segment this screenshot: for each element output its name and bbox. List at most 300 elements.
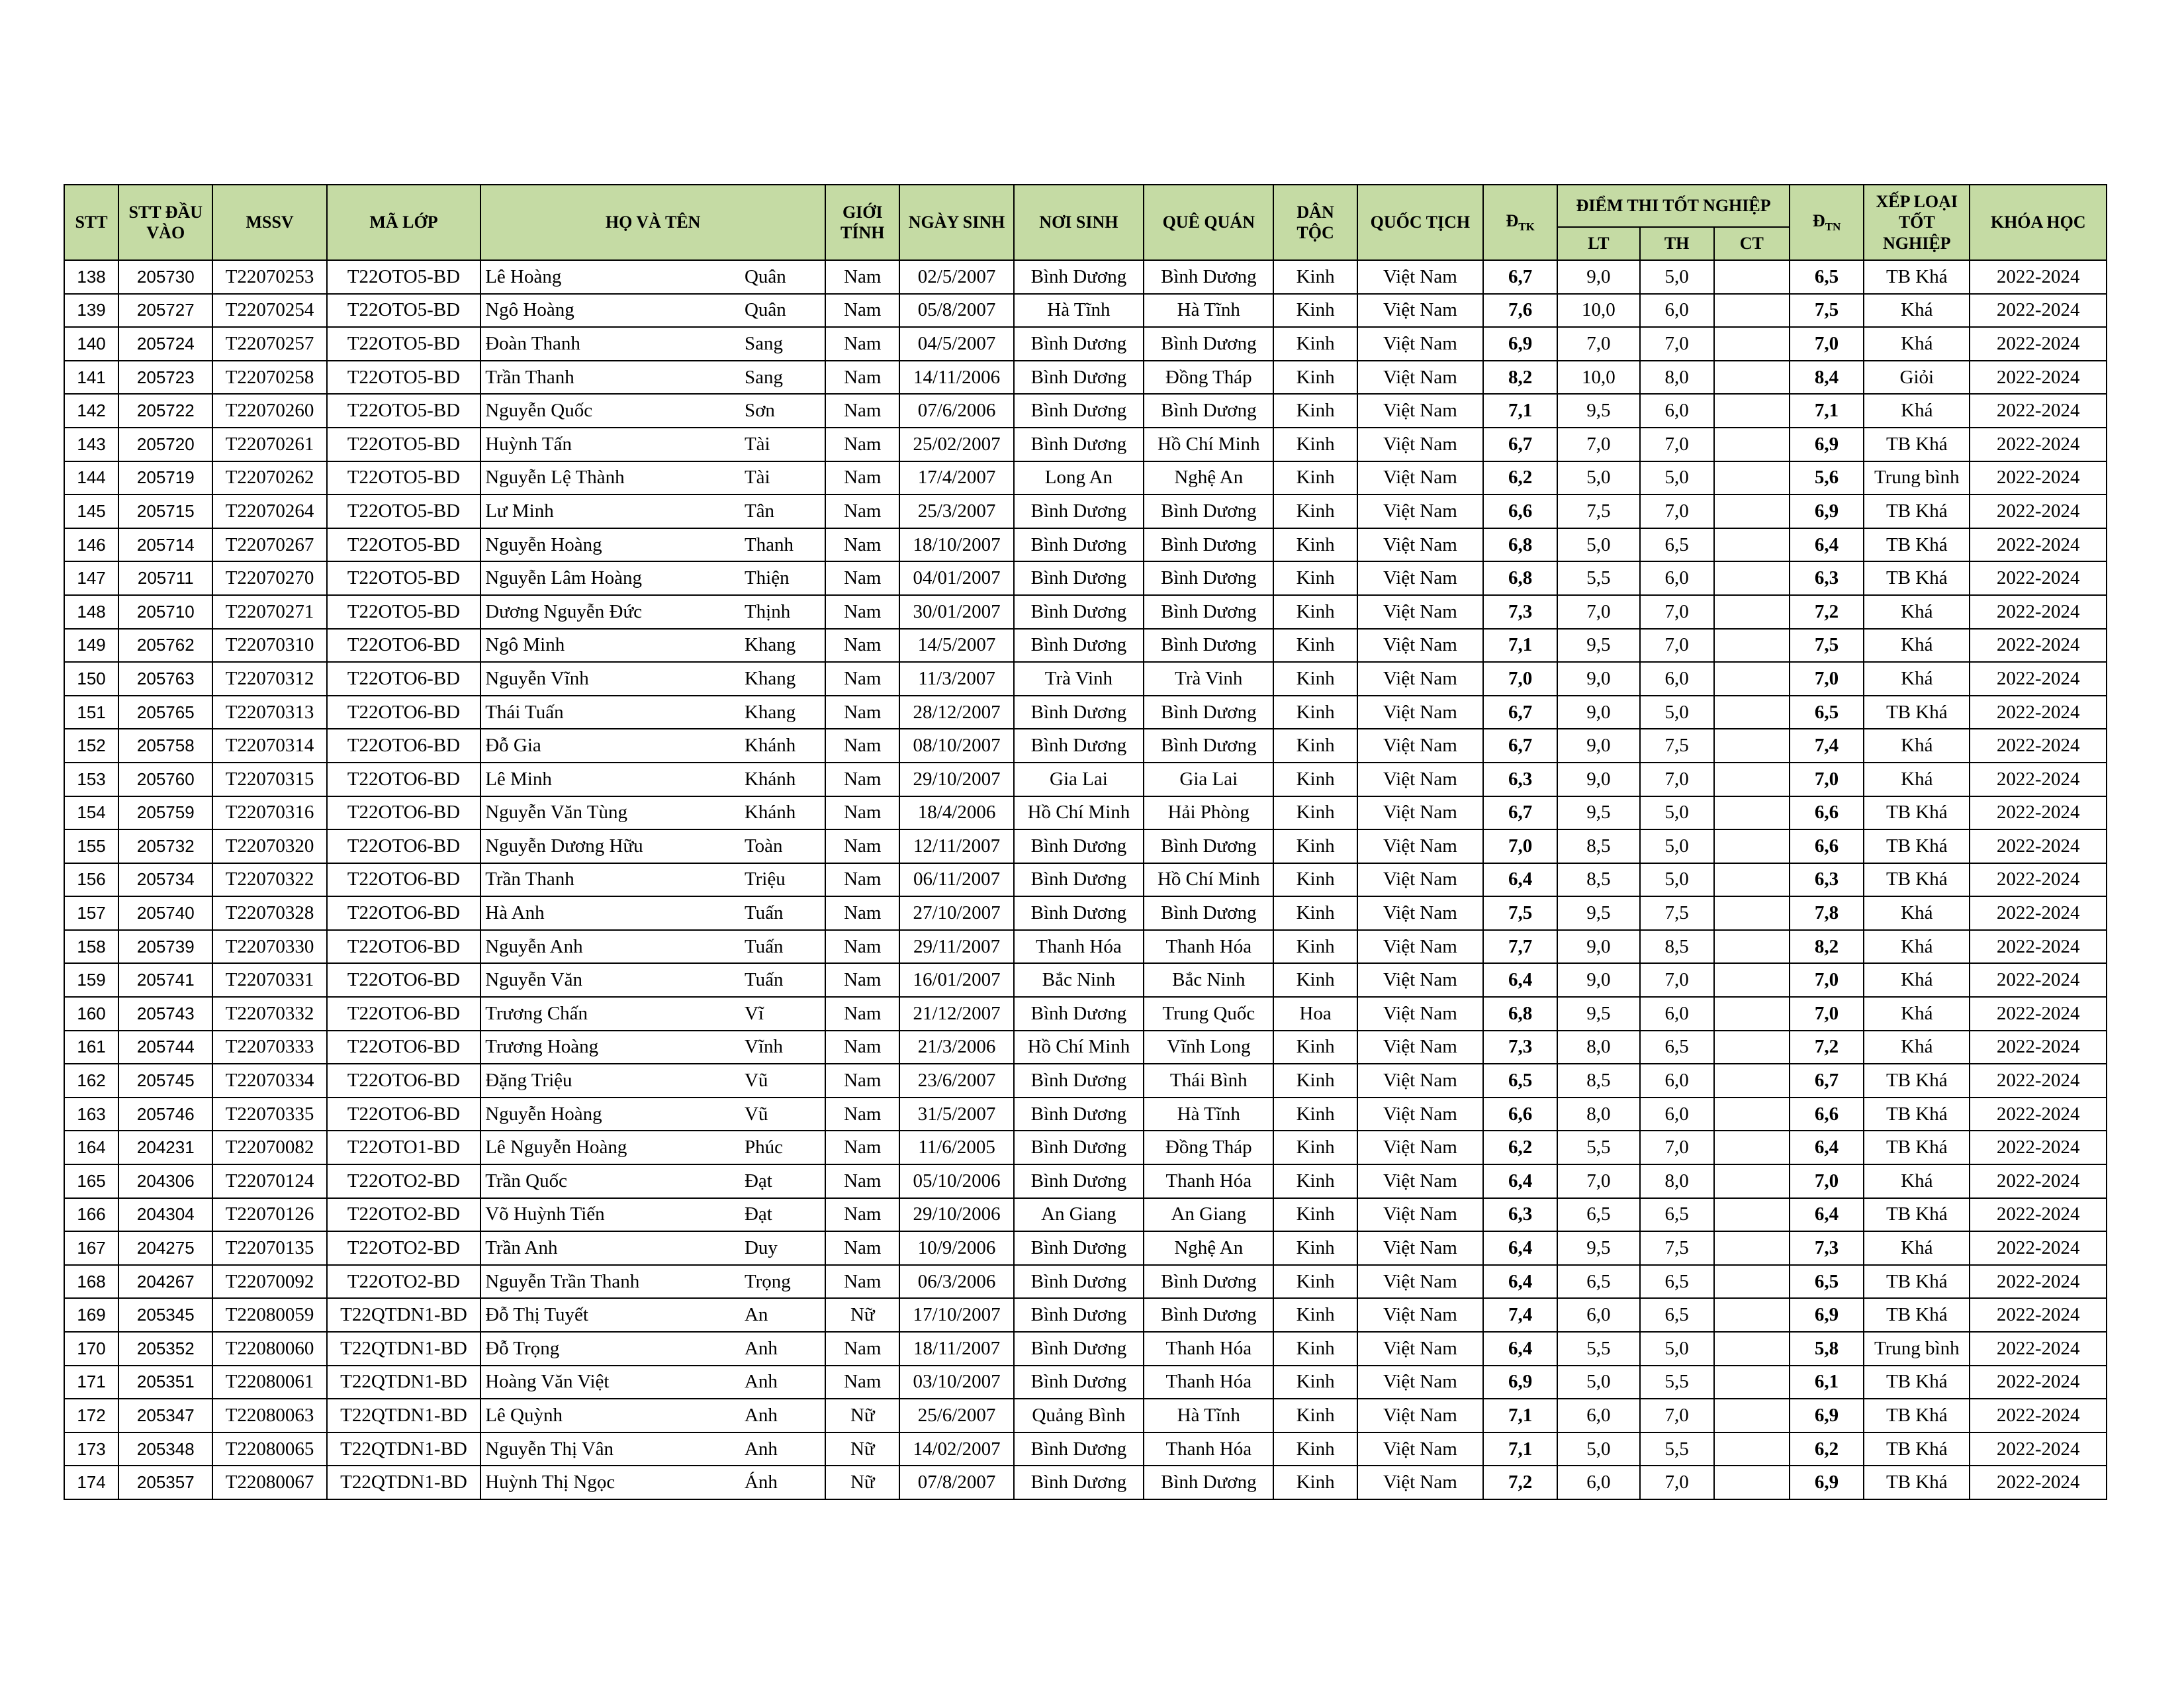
cell-stt: 153 xyxy=(64,763,118,796)
cell-ho-dem: Nguyễn Lệ Thành xyxy=(480,461,739,495)
cell-ma-lop: T22OTO5-BD xyxy=(327,260,480,294)
table-row xyxy=(64,896,2107,930)
cell-lt: 5,0 xyxy=(1557,528,1639,562)
cell-que-quan: Bình Dương xyxy=(1144,260,1273,294)
cell-quoc-tich: Việt Nam xyxy=(1357,1064,1483,1098)
cell-xep-loai: TB Khá xyxy=(1864,1432,1970,1466)
cell-th: 6,5 xyxy=(1640,1298,1714,1332)
cell-ct xyxy=(1714,327,1790,361)
cell-dan-toc: Kinh xyxy=(1273,629,1357,663)
cell-stt: 149 xyxy=(64,629,118,663)
cell-ho-dem: Trần Thanh xyxy=(480,361,739,395)
cell-mssv: T22080060 xyxy=(212,1332,326,1366)
table-row xyxy=(64,1399,2107,1432)
cell-dtk: 7,2 xyxy=(1483,1466,1557,1499)
cell-dtn: 6,6 xyxy=(1790,829,1864,863)
cell-noi-sinh: Gia Lai xyxy=(1014,763,1144,796)
cell-stt: 162 xyxy=(64,1064,118,1098)
cell-dtn: 7,5 xyxy=(1790,629,1864,663)
cell-ten: Sơn xyxy=(739,394,825,428)
cell-ten: Anh xyxy=(739,1366,825,1399)
cell-ma-lop: T22OTO6-BD xyxy=(327,829,480,863)
table-header xyxy=(64,185,2107,260)
cell-ho-dem: Đoàn Thanh xyxy=(480,327,739,361)
cell-quoc-tich: Việt Nam xyxy=(1357,327,1483,361)
cell-xep-loai: Khá xyxy=(1864,394,1970,428)
cell-stt: 169 xyxy=(64,1298,118,1332)
cell-xep-loai: TB Khá xyxy=(1864,1366,1970,1399)
cell-khoa-hoc: 2022-2024 xyxy=(1970,260,2107,294)
cell-xep-loai: Khá xyxy=(1864,896,1970,930)
cell-dtk: 6,4 xyxy=(1483,963,1557,997)
cell-mssv: T22070333 xyxy=(212,1031,326,1064)
cell-gioi-tinh: Nam xyxy=(825,729,899,763)
cell-th: 5,0 xyxy=(1640,796,1714,830)
cell-xep-loai: TB Khá xyxy=(1864,1399,1970,1432)
header-stt: STT xyxy=(64,185,118,260)
cell-dan-toc: Kinh xyxy=(1273,260,1357,294)
cell-stt: 168 xyxy=(64,1265,118,1299)
cell-dtn: 7,0 xyxy=(1790,763,1864,796)
cell-lt: 6,0 xyxy=(1557,1399,1639,1432)
cell-ngay-sinh: 16/01/2007 xyxy=(899,963,1013,997)
cell-ho-dem: Thái Tuấn xyxy=(480,696,739,729)
header-que-quan: QUÊ QUÁN xyxy=(1144,185,1273,260)
cell-quoc-tich: Việt Nam xyxy=(1357,1098,1483,1131)
cell-lt: 9,5 xyxy=(1557,997,1639,1031)
cell-noi-sinh: Bình Dương xyxy=(1014,394,1144,428)
cell-stt-dau-vao: 205732 xyxy=(118,829,212,863)
table-row xyxy=(64,829,2107,863)
cell-lt: 8,0 xyxy=(1557,1031,1639,1064)
cell-lt: 9,5 xyxy=(1557,394,1639,428)
cell-khoa-hoc: 2022-2024 xyxy=(1970,863,2107,897)
cell-lt: 5,5 xyxy=(1557,1131,1639,1164)
cell-ho-dem: Đỗ Trọng xyxy=(480,1332,739,1366)
cell-ma-lop: T22QTDN1-BD xyxy=(327,1432,480,1466)
cell-gioi-tinh: Nam xyxy=(825,561,899,595)
cell-th: 7,0 xyxy=(1640,763,1714,796)
cell-que-quan: Bình Dương xyxy=(1144,595,1273,629)
table-row xyxy=(64,1131,2107,1164)
cell-th: 7,5 xyxy=(1640,729,1714,763)
cell-gioi-tinh: Nam xyxy=(825,494,899,528)
cell-ngay-sinh: 21/3/2006 xyxy=(899,1031,1013,1064)
cell-ho-dem: Đặng Triệu xyxy=(480,1064,739,1098)
cell-ho-dem: Trần Thanh xyxy=(480,863,739,897)
cell-ho-dem: Ngô Hoàng xyxy=(480,294,739,328)
cell-quoc-tich: Việt Nam xyxy=(1357,763,1483,796)
cell-th: 6,0 xyxy=(1640,997,1714,1031)
cell-dtk: 6,7 xyxy=(1483,729,1557,763)
cell-noi-sinh: Bình Dương xyxy=(1014,595,1144,629)
cell-que-quan: Hà Tĩnh xyxy=(1144,294,1273,328)
cell-lt: 6,0 xyxy=(1557,1298,1639,1332)
header-mssv: MSSV xyxy=(212,185,326,260)
cell-noi-sinh: Bình Dương xyxy=(1014,1131,1144,1164)
cell-xep-loai: TB Khá xyxy=(1864,1198,1970,1232)
cell-dtk: 8,2 xyxy=(1483,361,1557,395)
cell-ho-dem: Huỳnh Thị Ngọc xyxy=(480,1466,739,1499)
cell-th: 5,0 xyxy=(1640,696,1714,729)
cell-stt: 163 xyxy=(64,1098,118,1131)
cell-stt: 165 xyxy=(64,1164,118,1198)
cell-ma-lop: T22OTO6-BD xyxy=(327,896,480,930)
cell-stt: 166 xyxy=(64,1198,118,1232)
cell-th: 6,0 xyxy=(1640,294,1714,328)
cell-ct xyxy=(1714,729,1790,763)
cell-quoc-tich: Việt Nam xyxy=(1357,963,1483,997)
cell-ho-dem: Ngô Minh xyxy=(480,629,739,663)
cell-dan-toc: Kinh xyxy=(1273,1231,1357,1265)
cell-stt: 141 xyxy=(64,361,118,395)
cell-que-quan: Hà Tĩnh xyxy=(1144,1399,1273,1432)
cell-ten: Triệu xyxy=(739,863,825,897)
cell-que-quan: Trung Quốc xyxy=(1144,997,1273,1031)
cell-dan-toc: Kinh xyxy=(1273,963,1357,997)
cell-mssv: T22070331 xyxy=(212,963,326,997)
cell-que-quan: Thanh Hóa xyxy=(1144,1332,1273,1366)
cell-dan-toc: Kinh xyxy=(1273,461,1357,495)
cell-gioi-tinh: Nam xyxy=(825,1332,899,1366)
cell-mssv: T22070315 xyxy=(212,763,326,796)
cell-lt: 5,5 xyxy=(1557,561,1639,595)
cell-dtk: 7,1 xyxy=(1483,1432,1557,1466)
cell-stt: 172 xyxy=(64,1399,118,1432)
cell-noi-sinh: Bình Dương xyxy=(1014,1332,1144,1366)
header-dan-toc: DÂN TỘC xyxy=(1273,185,1357,260)
cell-mssv: T22070253 xyxy=(212,260,326,294)
cell-noi-sinh: Bình Dương xyxy=(1014,1098,1144,1131)
cell-ngay-sinh: 05/8/2007 xyxy=(899,294,1013,328)
cell-stt-dau-vao: 205727 xyxy=(118,294,212,328)
cell-gioi-tinh: Nam xyxy=(825,930,899,964)
cell-th: 8,0 xyxy=(1640,361,1714,395)
cell-dan-toc: Kinh xyxy=(1273,327,1357,361)
cell-noi-sinh: Bình Dương xyxy=(1014,729,1144,763)
cell-lt: 5,0 xyxy=(1557,1366,1639,1399)
cell-ma-lop: T22OTO5-BD xyxy=(327,461,480,495)
cell-ma-lop: T22QTDN1-BD xyxy=(327,1332,480,1366)
cell-noi-sinh: Bình Dương xyxy=(1014,1231,1144,1265)
table-row xyxy=(64,1466,2107,1499)
cell-ho-dem: Đỗ Gia xyxy=(480,729,739,763)
cell-th: 6,0 xyxy=(1640,1064,1714,1098)
cell-dtk: 6,5 xyxy=(1483,1064,1557,1098)
cell-mssv: T22070260 xyxy=(212,394,326,428)
cell-dtk: 6,4 xyxy=(1483,1231,1557,1265)
cell-stt: 150 xyxy=(64,662,118,696)
table-row xyxy=(64,1198,2107,1232)
cell-dtn: 6,3 xyxy=(1790,561,1864,595)
cell-xep-loai: Trung bình xyxy=(1864,461,1970,495)
cell-dan-toc: Kinh xyxy=(1273,662,1357,696)
cell-dtk: 6,4 xyxy=(1483,1164,1557,1198)
cell-xep-loai: Khá xyxy=(1864,930,1970,964)
header-xep-loai: XẾP LOẠI TỐT NGHIỆP xyxy=(1864,185,1970,260)
cell-dtn: 8,4 xyxy=(1790,361,1864,395)
cell-xep-loai: Khá xyxy=(1864,1231,1970,1265)
cell-stt: 144 xyxy=(64,461,118,495)
cell-mssv: T22070314 xyxy=(212,729,326,763)
cell-ten: Anh xyxy=(739,1332,825,1366)
cell-xep-loai: TB Khá xyxy=(1864,428,1970,461)
cell-th: 7,0 xyxy=(1640,327,1714,361)
cell-dan-toc: Kinh xyxy=(1273,561,1357,595)
cell-ten: Khang xyxy=(739,662,825,696)
cell-xep-loai: TB Khá xyxy=(1864,260,1970,294)
table-row xyxy=(64,930,2107,964)
cell-stt-dau-vao: 205714 xyxy=(118,528,212,562)
cell-ma-lop: T22OTO6-BD xyxy=(327,1098,480,1131)
cell-ten: Vũ xyxy=(739,1064,825,1098)
cell-ho-dem: Nguyễn Hoàng xyxy=(480,528,739,562)
cell-ct xyxy=(1714,896,1790,930)
table-row xyxy=(64,1231,2107,1265)
cell-dan-toc: Kinh xyxy=(1273,1265,1357,1299)
cell-gioi-tinh: Nam xyxy=(825,863,899,897)
table-row xyxy=(64,327,2107,361)
cell-stt: 170 xyxy=(64,1332,118,1366)
cell-lt: 7,0 xyxy=(1557,595,1639,629)
cell-ten: Tuấn xyxy=(739,896,825,930)
header-dtn-sub: TN xyxy=(1825,220,1841,234)
cell-th: 7,0 xyxy=(1640,494,1714,528)
cell-dtk: 6,8 xyxy=(1483,561,1557,595)
cell-ngay-sinh: 29/11/2007 xyxy=(899,930,1013,964)
cell-dtk: 6,7 xyxy=(1483,428,1557,461)
table-row xyxy=(64,1064,2107,1098)
cell-xep-loai: Khá xyxy=(1864,595,1970,629)
cell-dan-toc: Kinh xyxy=(1273,394,1357,428)
cell-que-quan: Nghệ An xyxy=(1144,1231,1273,1265)
cell-ten: Vũ xyxy=(739,1098,825,1131)
cell-ngay-sinh: 12/11/2007 xyxy=(899,829,1013,863)
cell-ngay-sinh: 25/6/2007 xyxy=(899,1399,1013,1432)
cell-stt: 151 xyxy=(64,696,118,729)
cell-gioi-tinh: Nữ xyxy=(825,1432,899,1466)
cell-ct xyxy=(1714,1098,1790,1131)
cell-dtk: 7,3 xyxy=(1483,1031,1557,1064)
cell-ct xyxy=(1714,829,1790,863)
cell-th: 5,5 xyxy=(1640,1432,1714,1466)
cell-th: 6,0 xyxy=(1640,1098,1714,1131)
cell-dan-toc: Kinh xyxy=(1273,796,1357,830)
cell-dan-toc: Kinh xyxy=(1273,829,1357,863)
cell-dtn: 6,9 xyxy=(1790,1466,1864,1499)
cell-quoc-tich: Việt Nam xyxy=(1357,1131,1483,1164)
cell-khoa-hoc: 2022-2024 xyxy=(1970,528,2107,562)
cell-lt: 5,0 xyxy=(1557,1432,1639,1466)
cell-dan-toc: Kinh xyxy=(1273,294,1357,328)
cell-que-quan: Thái Bình xyxy=(1144,1064,1273,1098)
cell-th: 6,5 xyxy=(1640,1265,1714,1299)
cell-ho-dem: Nguyễn Văn Tùng xyxy=(480,796,739,830)
cell-quoc-tich: Việt Nam xyxy=(1357,1332,1483,1366)
cell-noi-sinh: Quảng Bình xyxy=(1014,1399,1144,1432)
cell-ho-dem: Nguyễn Trần Thanh xyxy=(480,1265,739,1299)
cell-gioi-tinh: Nam xyxy=(825,1366,899,1399)
cell-dtk: 7,1 xyxy=(1483,394,1557,428)
table-row xyxy=(64,1298,2107,1332)
cell-khoa-hoc: 2022-2024 xyxy=(1970,1198,2107,1232)
cell-ct xyxy=(1714,796,1790,830)
header-dtk xyxy=(1483,185,1557,260)
cell-th: 7,0 xyxy=(1640,595,1714,629)
cell-th: 6,5 xyxy=(1640,528,1714,562)
cell-th: 5,5 xyxy=(1640,1366,1714,1399)
cell-mssv: T22080063 xyxy=(212,1399,326,1432)
cell-th: 7,0 xyxy=(1640,428,1714,461)
cell-lt: 9,5 xyxy=(1557,796,1639,830)
cell-stt-dau-vao: 205711 xyxy=(118,561,212,595)
table-row xyxy=(64,1164,2107,1198)
cell-mssv: T22070320 xyxy=(212,829,326,863)
cell-khoa-hoc: 2022-2024 xyxy=(1970,997,2107,1031)
cell-th: 6,0 xyxy=(1640,662,1714,696)
cell-khoa-hoc: 2022-2024 xyxy=(1970,361,2107,395)
cell-dtk: 6,8 xyxy=(1483,528,1557,562)
cell-gioi-tinh: Nam xyxy=(825,461,899,495)
cell-quoc-tich: Việt Nam xyxy=(1357,260,1483,294)
cell-noi-sinh: Bình Dương xyxy=(1014,1366,1144,1399)
cell-th: 8,0 xyxy=(1640,1164,1714,1198)
cell-stt-dau-vao: 205765 xyxy=(118,696,212,729)
cell-stt: 156 xyxy=(64,863,118,897)
cell-quoc-tich: Việt Nam xyxy=(1357,461,1483,495)
cell-th: 5,0 xyxy=(1640,260,1714,294)
cell-th: 7,0 xyxy=(1640,1399,1714,1432)
cell-mssv: T22070092 xyxy=(212,1265,326,1299)
cell-khoa-hoc: 2022-2024 xyxy=(1970,394,2107,428)
cell-dtk: 6,2 xyxy=(1483,1131,1557,1164)
cell-stt-dau-vao: 205719 xyxy=(118,461,212,495)
cell-dtn: 6,1 xyxy=(1790,1366,1864,1399)
cell-quoc-tich: Việt Nam xyxy=(1357,394,1483,428)
cell-xep-loai: TB Khá xyxy=(1864,528,1970,562)
cell-noi-sinh: Hồ Chí Minh xyxy=(1014,1031,1144,1064)
cell-que-quan: Bình Dương xyxy=(1144,561,1273,595)
cell-lt: 8,0 xyxy=(1557,1098,1639,1131)
cell-que-quan: Hồ Chí Minh xyxy=(1144,428,1273,461)
table-row xyxy=(64,1031,2107,1064)
cell-th: 8,5 xyxy=(1640,930,1714,964)
cell-dtk: 6,4 xyxy=(1483,863,1557,897)
cell-ten: Sang xyxy=(739,327,825,361)
cell-ten: Khánh xyxy=(739,763,825,796)
cell-quoc-tich: Việt Nam xyxy=(1357,1466,1483,1499)
cell-gioi-tinh: Nam xyxy=(825,327,899,361)
cell-dtn: 7,3 xyxy=(1790,1231,1864,1265)
cell-mssv: T22070330 xyxy=(212,930,326,964)
cell-xep-loai: TB Khá xyxy=(1864,1098,1970,1131)
cell-lt: 6,5 xyxy=(1557,1198,1639,1232)
cell-stt-dau-vao: 205352 xyxy=(118,1332,212,1366)
cell-mssv: T22070310 xyxy=(212,629,326,663)
cell-ma-lop: T22OTO5-BD xyxy=(327,528,480,562)
cell-ngay-sinh: 11/3/2007 xyxy=(899,662,1013,696)
cell-gioi-tinh: Nam xyxy=(825,1131,899,1164)
graduation-table xyxy=(64,184,2107,1500)
cell-mssv: T22070322 xyxy=(212,863,326,897)
cell-que-quan: Bình Dương xyxy=(1144,528,1273,562)
cell-mssv: T22070124 xyxy=(212,1164,326,1198)
cell-ten: Vĩnh xyxy=(739,1031,825,1064)
cell-quoc-tich: Việt Nam xyxy=(1357,528,1483,562)
cell-que-quan: An Giang xyxy=(1144,1198,1273,1232)
cell-stt: 155 xyxy=(64,829,118,863)
cell-quoc-tich: Việt Nam xyxy=(1357,1231,1483,1265)
cell-mssv: T22070271 xyxy=(212,595,326,629)
cell-khoa-hoc: 2022-2024 xyxy=(1970,1164,2107,1198)
cell-th: 7,0 xyxy=(1640,1466,1714,1499)
cell-ten: Sang xyxy=(739,361,825,395)
cell-quoc-tich: Việt Nam xyxy=(1357,561,1483,595)
cell-lt: 9,5 xyxy=(1557,1231,1639,1265)
cell-dtk: 6,8 xyxy=(1483,997,1557,1031)
cell-noi-sinh: Bắc Ninh xyxy=(1014,963,1144,997)
cell-ma-lop: T22OTO5-BD xyxy=(327,494,480,528)
cell-ho-dem: Nguyễn Văn xyxy=(480,963,739,997)
header-ho-va-ten: HỌ VÀ TÊN xyxy=(480,185,825,260)
cell-ten: Tân xyxy=(739,494,825,528)
cell-dan-toc: Kinh xyxy=(1273,696,1357,729)
cell-khoa-hoc: 2022-2024 xyxy=(1970,1298,2107,1332)
cell-ten: Khang xyxy=(739,629,825,663)
cell-stt: 143 xyxy=(64,428,118,461)
cell-que-quan: Đồng Tháp xyxy=(1144,1131,1273,1164)
cell-ngay-sinh: 11/6/2005 xyxy=(899,1131,1013,1164)
cell-khoa-hoc: 2022-2024 xyxy=(1970,461,2107,495)
cell-ngay-sinh: 14/02/2007 xyxy=(899,1432,1013,1466)
cell-khoa-hoc: 2022-2024 xyxy=(1970,327,2107,361)
cell-gioi-tinh: Nam xyxy=(825,260,899,294)
cell-khoa-hoc: 2022-2024 xyxy=(1970,729,2107,763)
cell-stt-dau-vao: 205745 xyxy=(118,1064,212,1098)
cell-dan-toc: Kinh xyxy=(1273,361,1357,395)
cell-noi-sinh: Bình Dương xyxy=(1014,260,1144,294)
cell-ma-lop: T22OTO6-BD xyxy=(327,796,480,830)
cell-ho-dem: Đỗ Thị Tuyết xyxy=(480,1298,739,1332)
header-ma-lop: MÃ LỚP xyxy=(327,185,480,260)
cell-ngay-sinh: 21/12/2007 xyxy=(899,997,1013,1031)
cell-dtn: 7,8 xyxy=(1790,896,1864,930)
cell-khoa-hoc: 2022-2024 xyxy=(1970,963,2107,997)
cell-gioi-tinh: Nam xyxy=(825,963,899,997)
cell-noi-sinh: Bình Dương xyxy=(1014,863,1144,897)
cell-dan-toc: Kinh xyxy=(1273,1164,1357,1198)
cell-ngay-sinh: 05/10/2006 xyxy=(899,1164,1013,1198)
cell-stt-dau-vao: 205722 xyxy=(118,394,212,428)
cell-dtn: 6,6 xyxy=(1790,1098,1864,1131)
cell-que-quan: Bình Dương xyxy=(1144,1466,1273,1499)
cell-dtk: 6,3 xyxy=(1483,763,1557,796)
cell-quoc-tich: Việt Nam xyxy=(1357,796,1483,830)
cell-ct xyxy=(1714,361,1790,395)
cell-khoa-hoc: 2022-2024 xyxy=(1970,494,2107,528)
cell-ma-lop: T22OTO2-BD xyxy=(327,1265,480,1299)
cell-stt-dau-vao: 205740 xyxy=(118,896,212,930)
cell-stt-dau-vao: 205760 xyxy=(118,763,212,796)
cell-quoc-tich: Việt Nam xyxy=(1357,662,1483,696)
cell-dtk: 7,1 xyxy=(1483,1399,1557,1432)
cell-khoa-hoc: 2022-2024 xyxy=(1970,662,2107,696)
cell-ct xyxy=(1714,394,1790,428)
cell-ct xyxy=(1714,930,1790,964)
cell-khoa-hoc: 2022-2024 xyxy=(1970,696,2107,729)
cell-ten: Tài xyxy=(739,461,825,495)
cell-lt: 8,5 xyxy=(1557,1064,1639,1098)
